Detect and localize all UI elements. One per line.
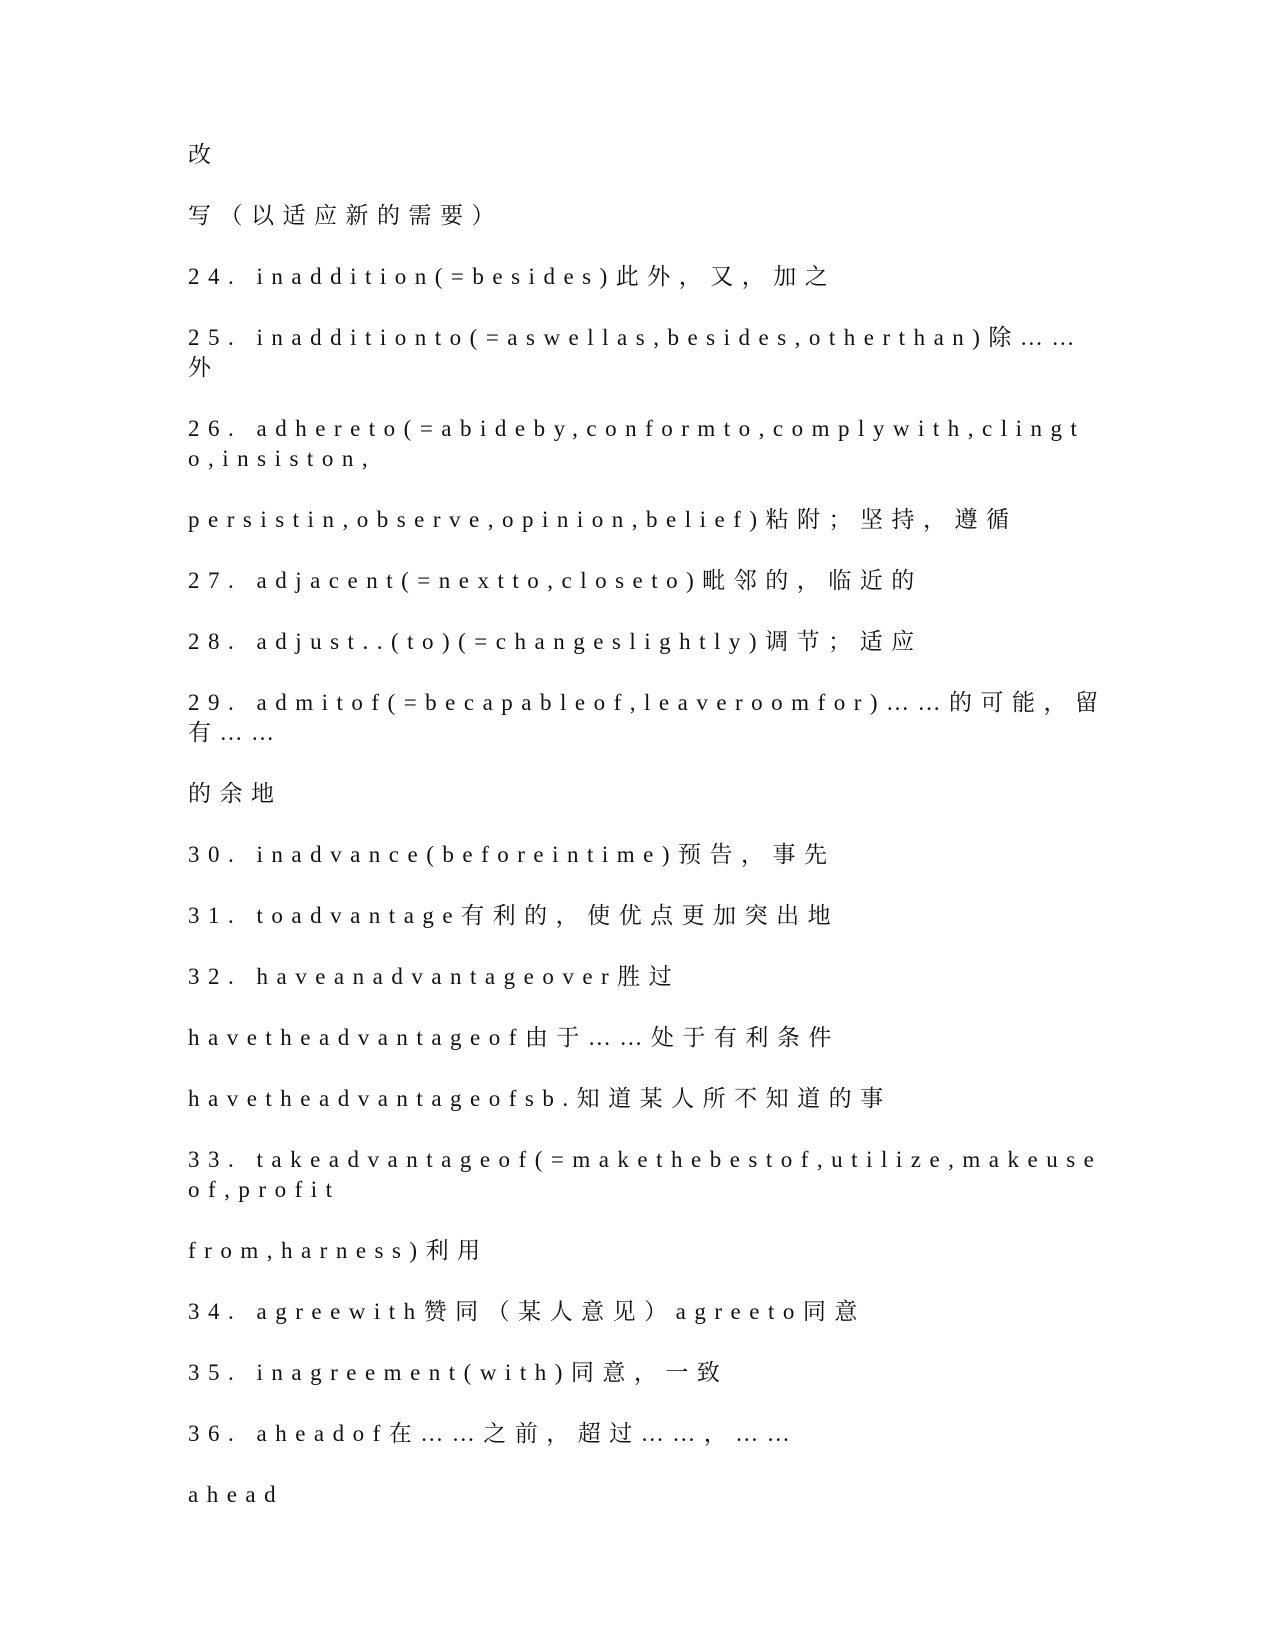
- text-line: 30. inadvance(beforeintime)预告，事先: [188, 842, 836, 867]
- document-body: [188, 140, 1108, 1541]
- text-line: havetheadvantageofsb.知道某人所不知道的事: [188, 1086, 892, 1111]
- text-line: 34. agreewith赞同（某人意见）agreeto同意: [188, 1299, 866, 1324]
- text-line: 25. inadditionto(=aswellas,besides,otherthan)除……外: [188, 325, 1083, 380]
- text-line: ahead: [188, 1482, 285, 1507]
- text-line: 36. aheadof在……之前，超过……，……: [188, 1421, 799, 1446]
- text-line: 写（以适应新的需要）: [188, 203, 503, 228]
- text-line: 27. adjacent(=nextto,closeto)毗邻的，临近的: [188, 568, 923, 593]
- text-line: havetheadvantageof由于……处于有利条件: [188, 1025, 840, 1050]
- text-line: 改: [188, 142, 220, 167]
- text-line: 29. admitof(=becapableof,leaveroomfor)……的可能，留有……: [188, 690, 1107, 745]
- text-line: 33. takeadvantageof(=makethebestof,utilize,makeuseof,profit: [188, 1147, 1103, 1202]
- text-line: 32. haveanadvantageover胜过: [188, 964, 681, 989]
- text-line: 28. adjust..(to)(=changeslightly)调节；适应: [188, 629, 923, 654]
- text-line: persistin,observe,opinion,belief)粘附；坚持，遵循: [188, 507, 1018, 532]
- text-line: from,harness)利用: [188, 1238, 489, 1263]
- text-line: 的余地: [188, 781, 283, 806]
- text-line: 24. inaddition(=besides)此外，又，加之: [188, 264, 837, 289]
- text-line: 26. adhereto(=abideby,conformto,complywith,clingto,insiston,: [188, 416, 1086, 471]
- text-line: 35. inagreement(with)同意，一致: [188, 1360, 729, 1385]
- text-line: 31. toadvantage有利的，使优点更加突出地: [188, 903, 840, 928]
